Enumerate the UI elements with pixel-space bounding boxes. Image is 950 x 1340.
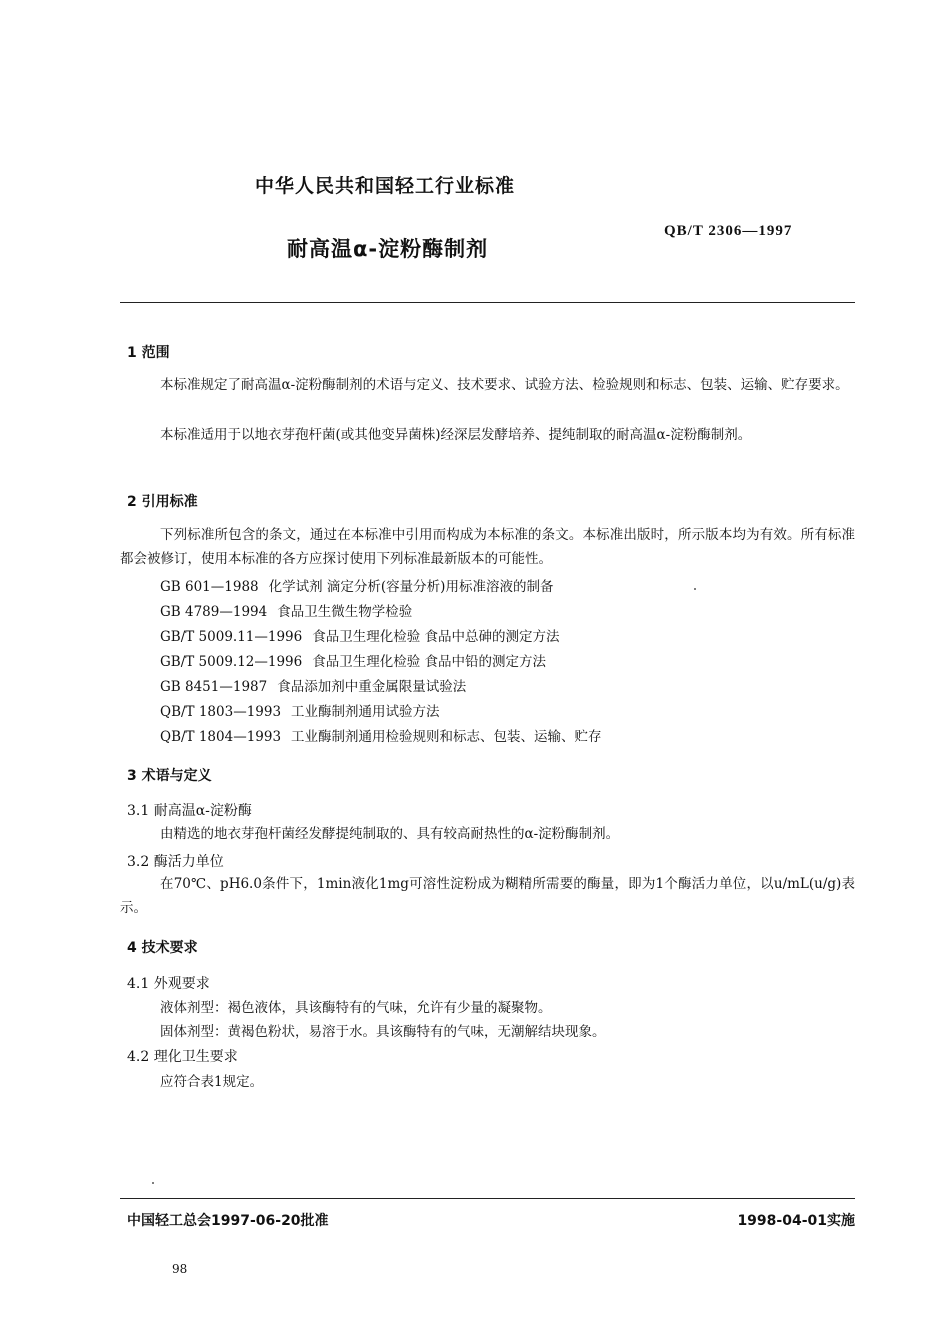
- clause-4-1-solid: 固体剂型：黄褐色粉状，易溶于水。具该酶特有的气味，无潮解结块现象。: [160, 1024, 606, 1040]
- clause-4-1-liquid: 液体剂型：褐色液体，具该酶特有的气味，允许有少量的凝聚物。: [160, 1000, 552, 1016]
- effective-date: 1998-04-01实施: [737, 1213, 855, 1229]
- clause-4-1-heading: 4.1 外观要求: [127, 976, 210, 992]
- clause-3-1-text: 由精选的地衣芽孢杆菌经发酵提纯制取的、具有较高耐热性的α-淀粉酶制剂。: [160, 826, 620, 842]
- section-3-heading: 3 术语与定义: [127, 768, 212, 784]
- scan-speck: [152, 1182, 154, 1184]
- clause-3-2-heading: 3.2 酶活力单位: [127, 854, 224, 870]
- standard-number: QB/T 2306—1997: [664, 223, 793, 239]
- clause-4-2-text: 应符合表1规定。: [160, 1074, 264, 1090]
- page-number: 98: [172, 1262, 188, 1276]
- document-title: 耐高温α-淀粉酶制剂: [287, 237, 489, 261]
- issuing-organization: 中华人民共和国轻工行业标准: [255, 175, 516, 197]
- reference-item: GB 4789—1994 食品卫生微生物学检验: [160, 604, 413, 620]
- clause-3-2-text: 在70℃、pH6.0条件下，1min液化1mg可溶性淀粉成为糊精所需要的酶量，即为1个酶活力单位，以u/mL(u/g)表示。: [120, 876, 855, 916]
- reference-item: GB 8451—1987 食品添加剂中重金属限量试验法: [160, 679, 467, 695]
- reference-item: QB/T 1804—1993 工业酶制剂通用检验规则和标志、包装、运输、贮存: [160, 729, 602, 745]
- reference-item: GB/T 5009.11—1996 食品卫生理化检验 食品中总砷的测定方法: [160, 629, 560, 645]
- section-1-heading: 1 范围: [127, 345, 170, 361]
- reference-item: GB/T 5009.12—1996 食品卫生理化检验 食品中铅的测定方法: [160, 654, 547, 670]
- scan-speck: [694, 588, 696, 590]
- reference-item: QB/T 1803—1993 工业酶制剂通用试验方法: [160, 704, 440, 720]
- section-1-paragraph-2: 本标准适用于以地衣芽孢杆菌(或其他变异菌株)经深层发酵培养、提纯制取的耐高温α-淀粉酶制剂。: [160, 427, 752, 443]
- header-divider: [120, 302, 855, 303]
- clause-3-1-heading: 3.1 耐高温α-淀粉酶: [127, 803, 252, 819]
- clause-4-2-heading: 4.2 理化卫生要求: [127, 1049, 238, 1065]
- reference-item: GB 601—1988 化学试剂 滴定分析(容量分析)用标准溶液的制备: [160, 579, 554, 595]
- approval-date: 中国轻工总会1997-06-20批准: [127, 1213, 329, 1229]
- footer-divider: [120, 1198, 855, 1199]
- section-1-paragraph-1: 本标准规定了耐高温α-淀粉酶制剂的术语与定义、技术要求、试验方法、检验规则和标志、包装、运输、贮存要求。: [160, 377, 849, 393]
- section-2-paragraph: 下列标准所包含的条文，通过在本标准中引用而构成为本标准的条文。本标准出版时，所示版本均为有效。所有标准都会被修订，使用本标准的各方应探讨使用下列标准最新版本的可能性。: [120, 527, 855, 567]
- section-4-heading: 4 技术要求: [127, 940, 198, 956]
- section-2-heading: 2 引用标准: [127, 494, 198, 510]
